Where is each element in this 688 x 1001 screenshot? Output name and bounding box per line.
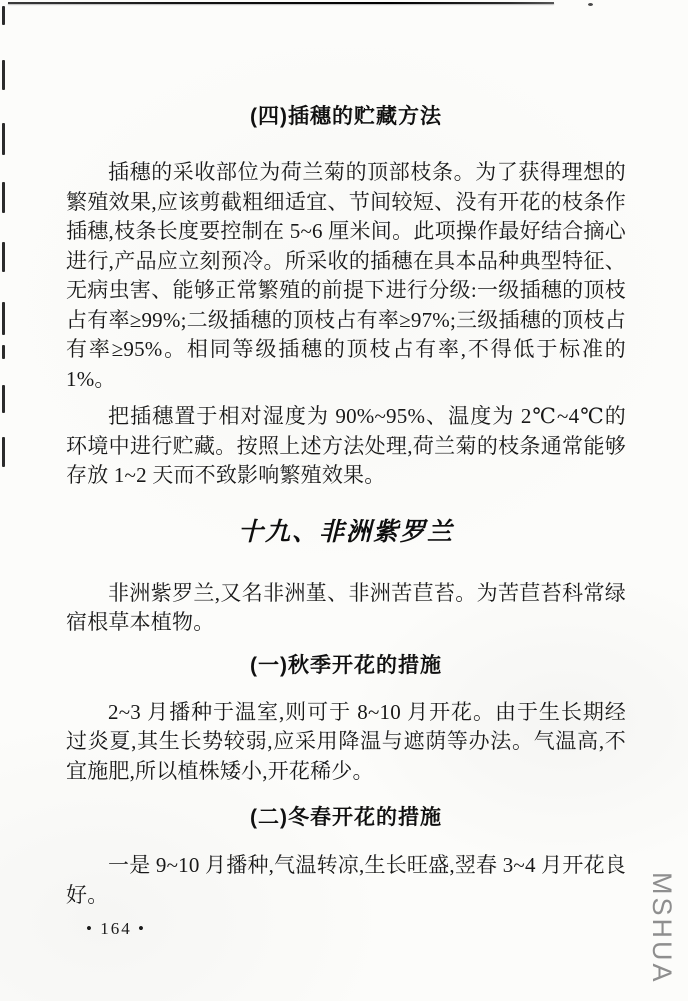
chapter-heading-african-violet: 十九、非洲紫罗兰 [237,518,454,546]
paragraph-chapter-intro: 非洲紫罗兰,又名非洲堇、非洲苦苣苔。为苦苣苔科常绿宿根草本植物。 [66,580,626,634]
scan-edge-dash [2,123,5,155]
page-content [66,0,626,944]
scan-edge-dash [2,242,5,272]
page-number: • 164 • [86,919,146,938]
paragraph-winter-spring-flowering: 一是 9~10 月播种,气温转凉,生长旺盛,翌春 3~4 月开花良好。 [66,853,626,907]
section-heading-storage: (四)插穗的贮藏方法 [250,105,442,128]
scan-edge-dash [2,182,5,213]
paragraph-autumn-flowering: 2~3 月播种于温室,则可于 8~10 月开花。由于生长期经过炎夏,其生长势较弱,应采用降温与遮荫等办法。气温高,不宜施肥,所以植株矮小,开花稀少。 [66,699,626,783]
paragraph-storage-2: 把插穗置于相对湿度为 90%~95%、温度为 2℃~4℃的环境中进行贮藏。按照上述方法处理,荷兰菊的枝条通常能够存放 1~2 天而不致影响繁殖效果。 [66,404,626,487]
watermark: MSHUA [647,872,677,985]
scan-edge-dash [2,60,5,90]
scan-edge-dash [2,6,5,25]
section-heading-winter-spring-flowering: (二)冬春开花的措施 [250,806,442,829]
scan-edge-dash [2,302,5,335]
paragraph-storage-1: 插穗的采收部位为荷兰菊的顶部枝条。为了获得理想的繁殖效果,应该剪截粗细适宜、节间较短、没有开花的枝条作插穗,枝条长度要控制在 5~6 厘米间。此项操作最好结合摘心进行,产品应立刻预冷。所采收的插穗在具本品种典型特征、无病虫害、能够正常繁殖的前提下进行分级:一级插穗的顶枝占有率≥99%;二级插穗的顶枝占有率≥97%;三级插穗的顶枝占有率≥95%。相同等级插穗的顶枝占有率,不得低于标准的 1%。 [66,160,626,391]
scan-edge-dash [2,345,5,359]
scan-edge-dash [2,437,5,467]
scan-edge-dash [2,385,5,413]
section-heading-autumn-flowering: (一)秋季开花的措施 [250,653,442,677]
